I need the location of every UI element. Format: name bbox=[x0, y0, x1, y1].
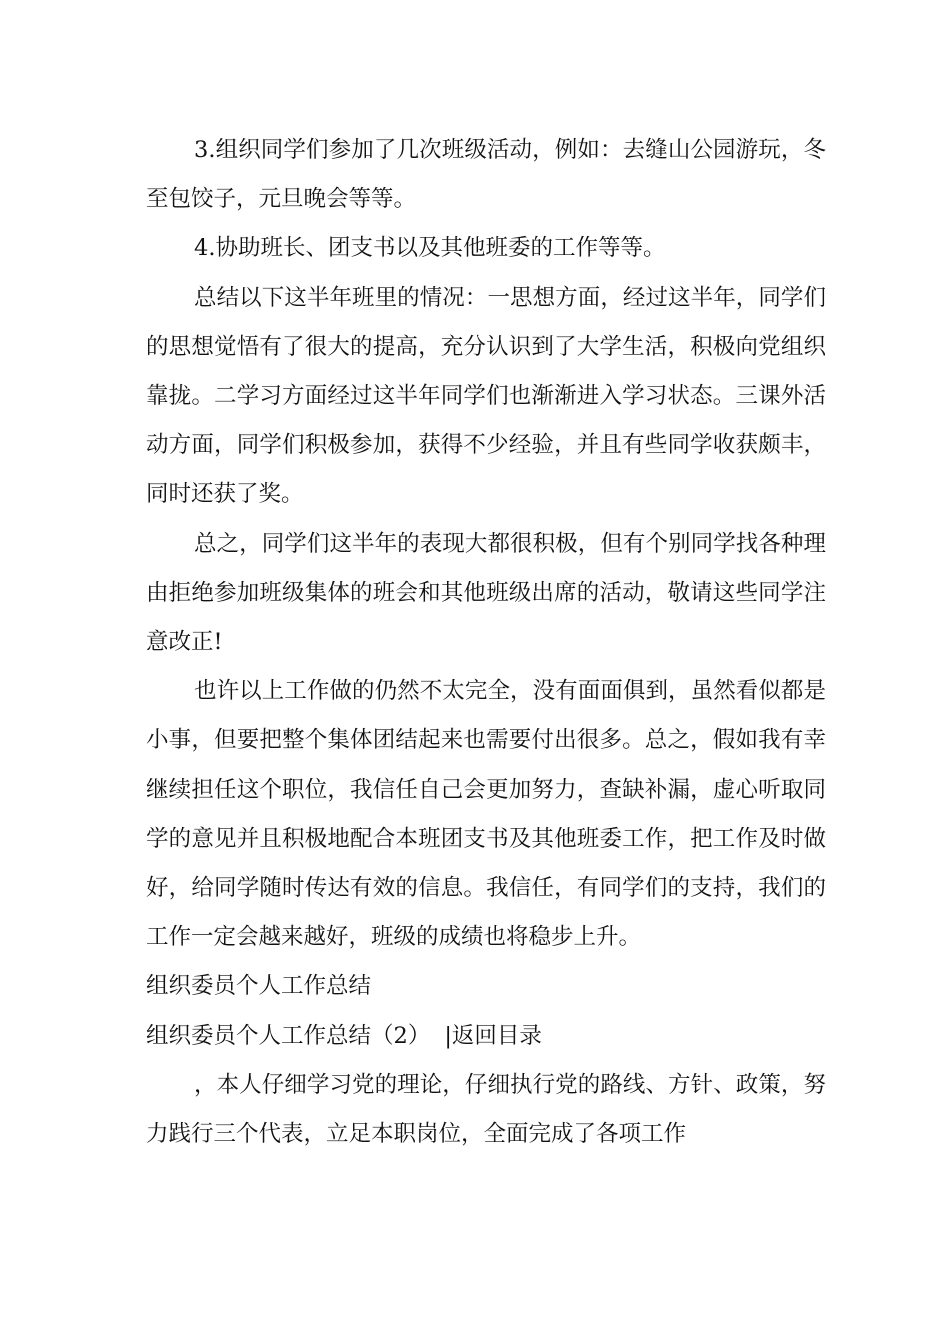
paragraph-conclusion: 总之，同学们这半年的表现大都很积极，但有个别同学找各种理由拒绝参加班级集体的班会和其他班级出席的活动，敬请这些同学注意改正! bbox=[146, 530, 826, 656]
subsection-header bbox=[146, 1012, 826, 1061]
section-title: 组织委员个人工作总结 bbox=[146, 973, 372, 1000]
subsection-title: 组织委员个人工作总结（2） bbox=[146, 1022, 431, 1049]
paragraph-summary: 总结以下这半年班里的情况：一思想方面，经过这半年，同学们的思想觉悟有了很大的提高，充分认识到了大学生活，积极向党组织靠拢。二学习方面经过这半年同学们也渐渐进入学习状态。三课外活动方面，同学们积极参加，获得不少经验，并且有些同学收获颇丰，同时还获了奖。 bbox=[146, 284, 826, 508]
paragraph-assist: 4.协助班长、团支书以及其他班委的工作等等。 bbox=[194, 235, 666, 262]
paragraph-next-section: ，本人仔细学习党的理论，仔细执行党的路线、方针、政策，努力践行三个代表，立足本职岗位，全面完成了各项工作 bbox=[146, 1071, 826, 1148]
separator: | bbox=[444, 1022, 452, 1049]
document-page bbox=[146, 126, 826, 1159]
paragraph-outlook: 也许以上工作做的仍然不太完全，没有面面俱到，虽然看似都是小事，但要把整个集体团结起来也需要付出很多。总之，假如我有幸继续担任这个职位，我信任自己会更加努力，查缺补漏，虚心听取同学的意见并且积极地配合本班团支书及其他班委工作，把工作及时做好，给同学随时传达有效的信息。我信任，有同学们的支持，我们的工作一定会越来越好，班级的成绩也将稳步上升。 bbox=[146, 678, 826, 951]
paragraph-activities: 3.组织同学们参加了几次班级活动，例如：去缝山公园游玩，冬至包饺子，元旦晚会等等。 bbox=[146, 137, 826, 213]
back-to-contents-link[interactable]: 返回目录 bbox=[451, 1022, 542, 1049]
